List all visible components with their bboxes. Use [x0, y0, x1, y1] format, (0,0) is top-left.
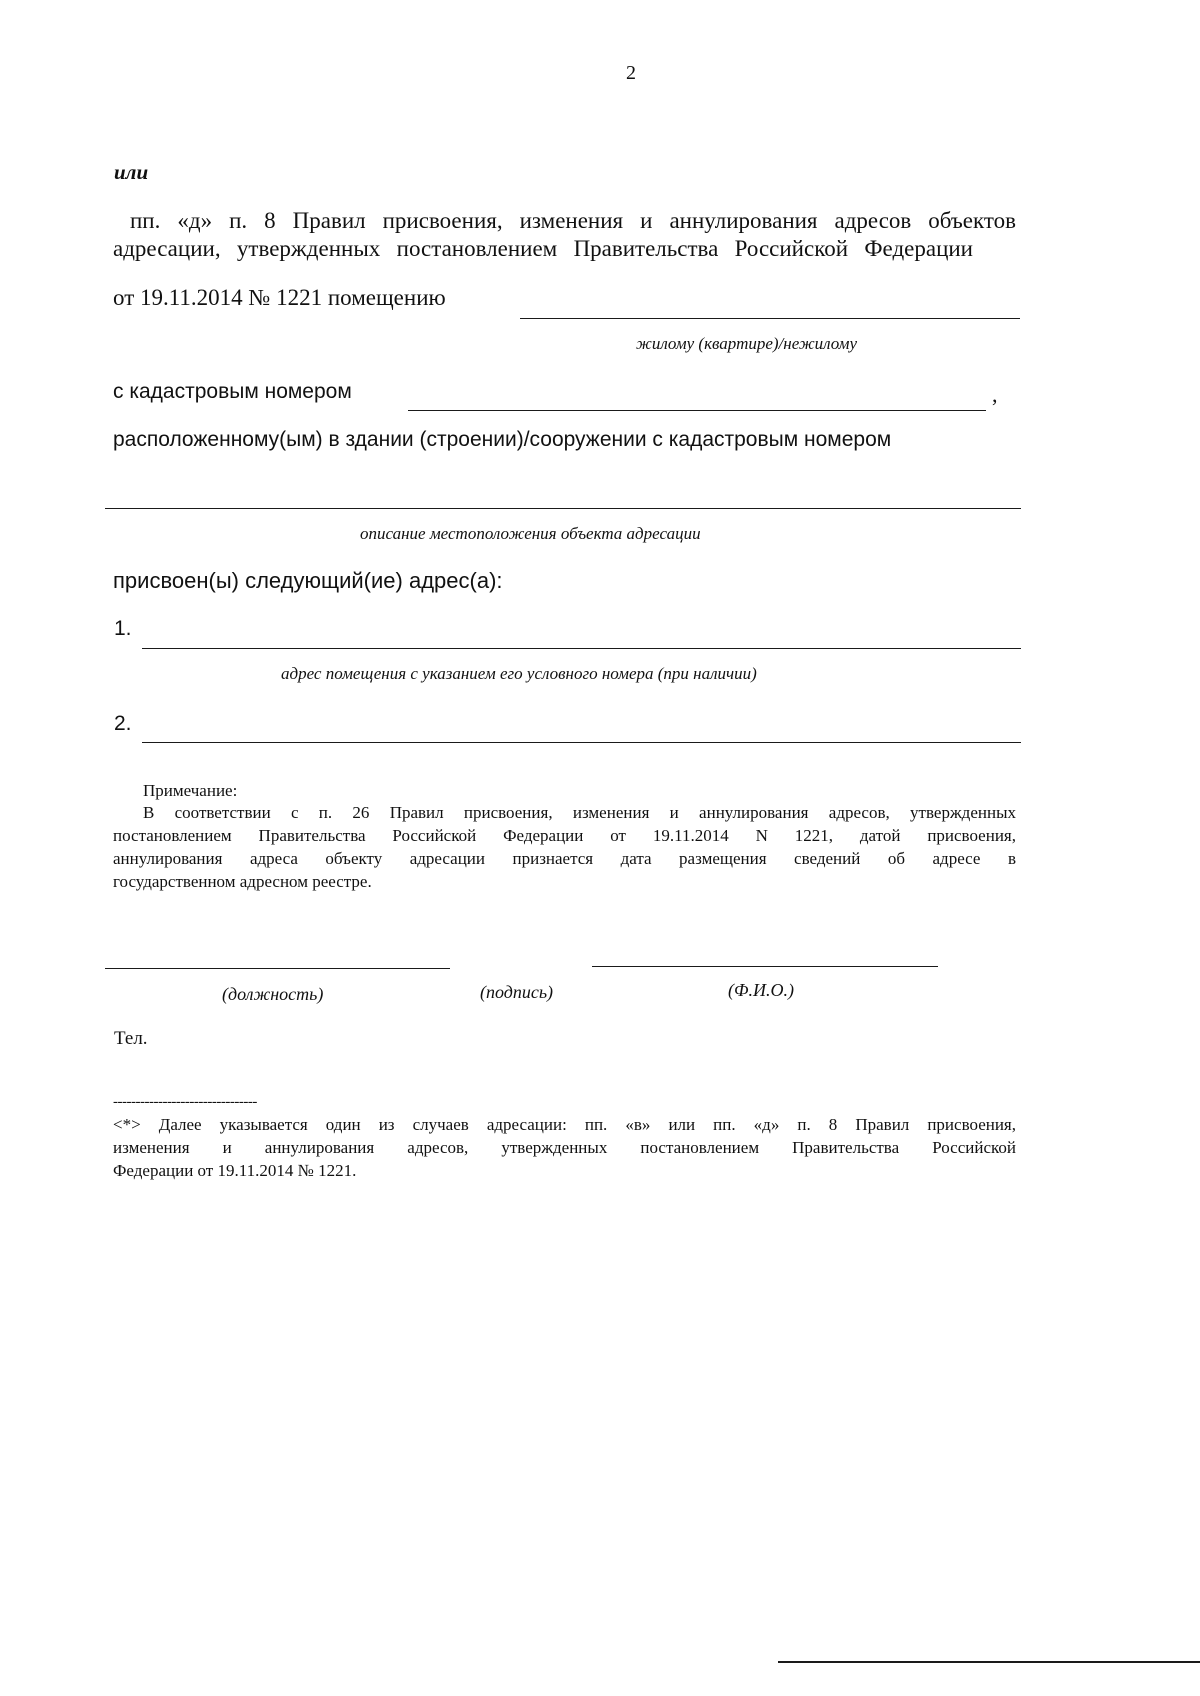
premises-type-line: [520, 318, 1020, 319]
cadastral-number-line: [408, 410, 986, 411]
caption-position: (должность): [222, 984, 324, 1004]
cadastral-comma: ,: [992, 382, 998, 407]
or-word: или: [114, 160, 149, 184]
position-line: [105, 968, 450, 969]
address-item-2-line: [142, 742, 1021, 743]
location-line: [105, 508, 1021, 509]
footnote-line-1: <*> Далее указывается один из случаев адресации: пп. «в» или пп. «д» п. 8 Правил присвоения,: [113, 1115, 1016, 1134]
note-line-3: аннулирования адреса объекту адресации признается дата размещения сведений об адресе в: [113, 849, 1016, 868]
footnote-line-2: изменения и аннулирования адресов, утвержденных постановлением Правительства Российской: [113, 1138, 1016, 1157]
address-item-1-number: 1.: [114, 617, 132, 640]
caption-location: описание местоположения объекта адресации: [360, 524, 701, 543]
note-title: Примечание:: [143, 781, 238, 800]
cadastral-label: с кадастровым номером: [113, 380, 352, 403]
note-line-4: государственном адресном реестре.: [113, 872, 372, 891]
note-line-1: В соответствии с п. 26 Правил присвоения, изменения и аннулирования адресов, утвержденных: [143, 803, 1016, 822]
address-item-1-line: [142, 648, 1021, 649]
caption-address: адрес помещения с указанием его условного номера (при наличии): [281, 664, 757, 683]
caption-signature: (подпись): [480, 982, 554, 1002]
address-item-2-number: 2.: [114, 712, 132, 735]
caption-premises-type: жилому (квартире)/нежилому: [636, 334, 858, 353]
caption-full-name: (Ф.И.О.): [728, 980, 794, 1000]
name-line: [592, 966, 938, 967]
page-number: 2: [626, 62, 636, 84]
building-label: расположенному(ым) в здании (строении)/сооружении с кадастровым номером: [113, 428, 892, 451]
note-line-2: постановлением Правительства Российской Федерации от 19.11.2014 N 1221, датой присвоения,: [113, 826, 1016, 845]
footnote-line-3: Федерации от 19.11.2014 № 1221.: [113, 1161, 357, 1180]
footnote-separator: --------------------------------: [113, 1094, 257, 1110]
assigned-label: присвоен(ы) следующий(ие) адрес(а):: [113, 568, 503, 593]
paragraph-line-3: от 19.11.2014 № 1221 помещению: [113, 285, 446, 310]
scan-edge-line: [778, 1661, 1200, 1663]
phone-label: Тел.: [114, 1028, 148, 1049]
paragraph-line-2: адресации, утвержденных постановлением Правительства Российской Федерации: [113, 236, 973, 261]
paragraph-line-1: пп. «д» п. 8 Правил присвоения, изменения и аннулирования адресов объектов: [130, 208, 1016, 233]
